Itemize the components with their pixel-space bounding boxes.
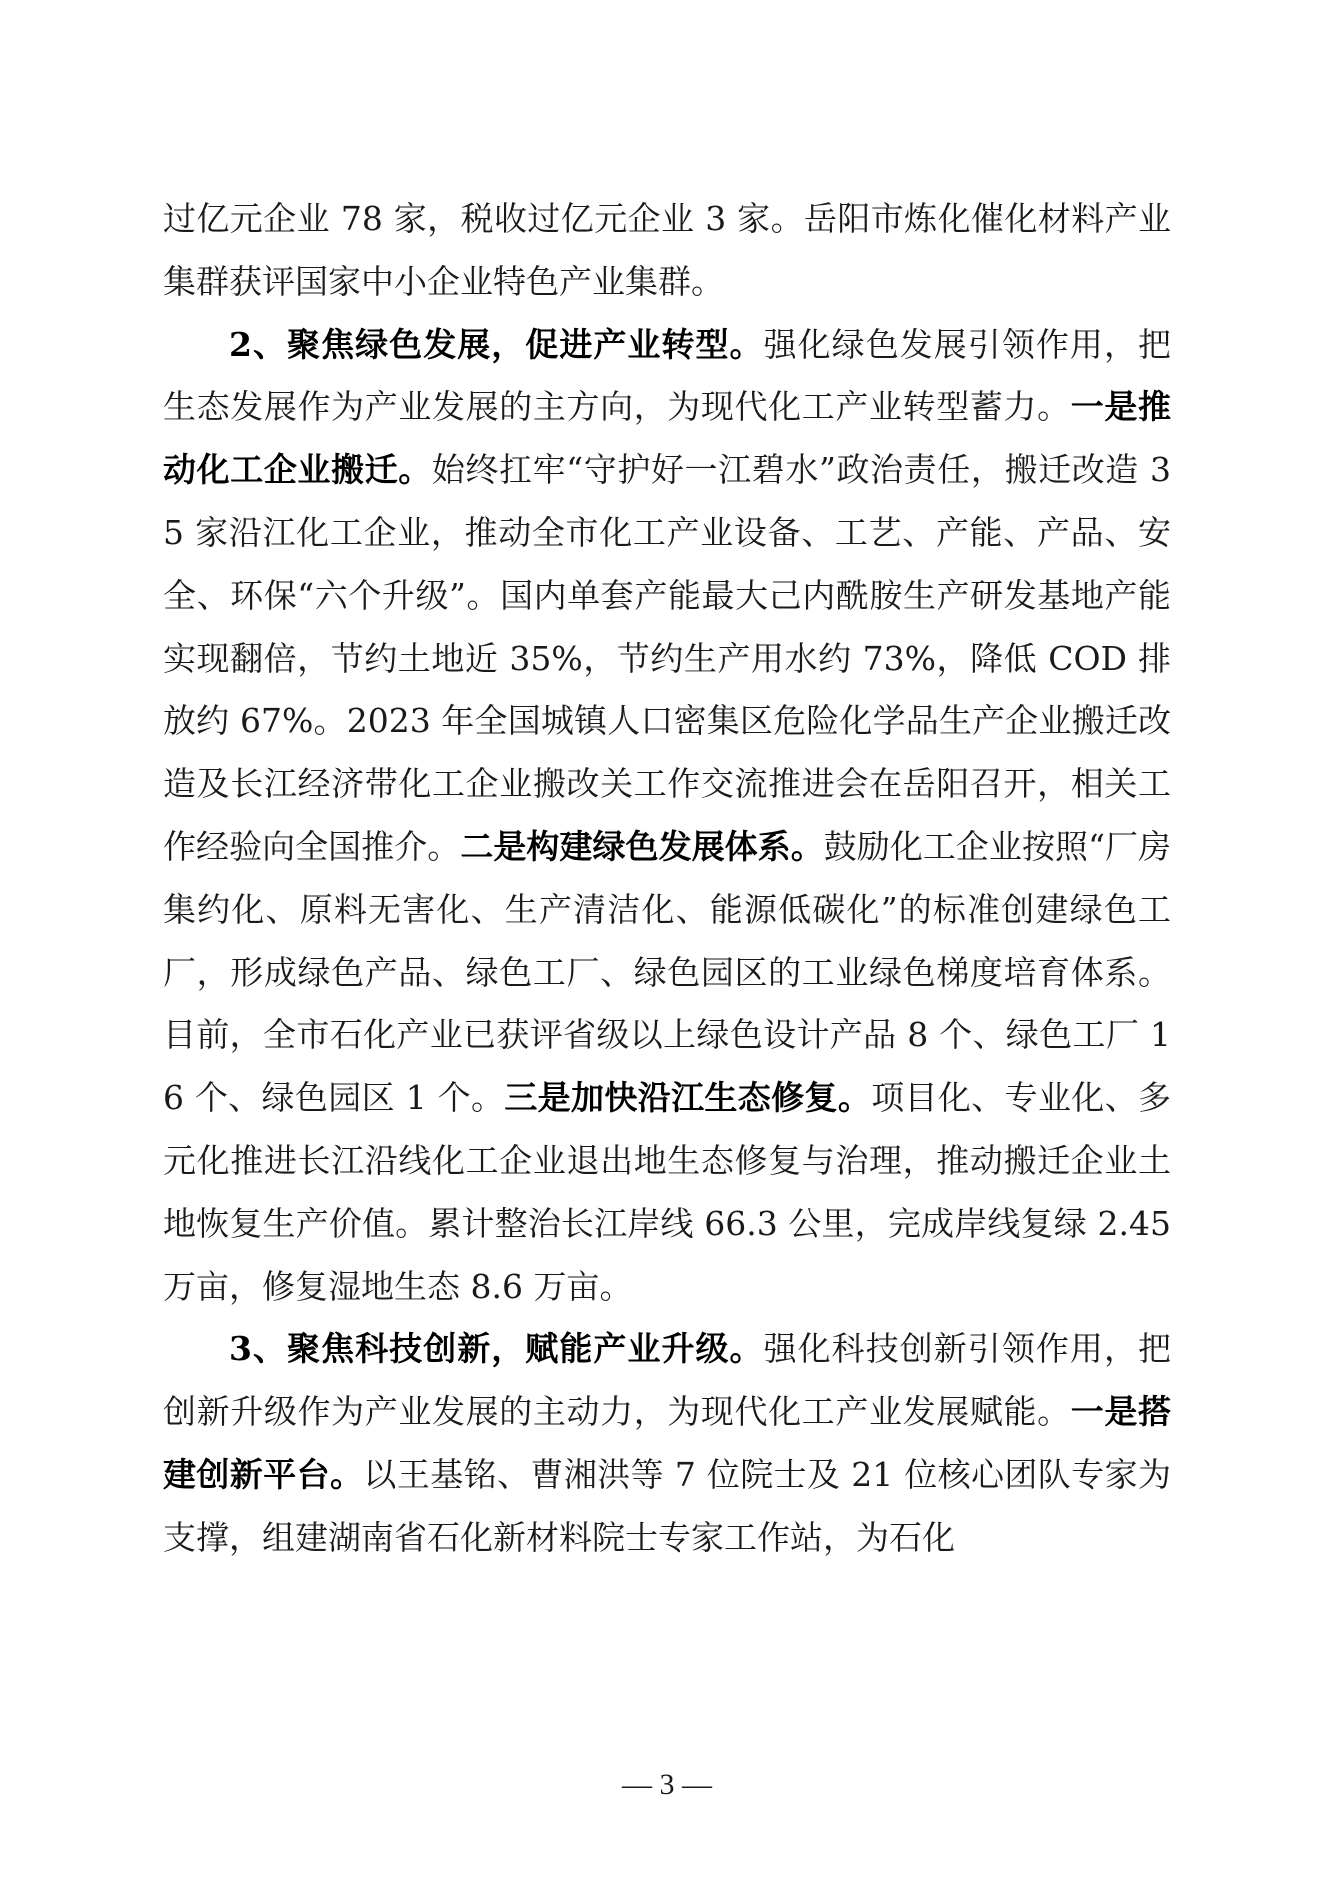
text-segment: 以王基铭、曹湘洪等 7 位院士及 21 位核心团队专家为支撑，组建湖南省石化新材料院士专家工作站，为石化 [163, 1454, 1172, 1557]
page-number: — 3 — [622, 1768, 712, 1801]
paragraph-tech-innovation [163, 1318, 1171, 1569]
text-segment: 强化绿色发展引领作用，把生态发展作为产业发展的主方向，为现代化工产业转型蓄力。 [163, 324, 1171, 427]
section-heading-tech-innovation: 3、聚焦科技创新，赋能产业升级。 [229, 1329, 764, 1369]
paragraph-intro-continuation [163, 188, 1171, 314]
document-body [163, 188, 1171, 1570]
subheading-ecological-restoration: 三是加快沿江生态修复。 [504, 1078, 872, 1118]
text-segment: 过亿元企业 78 家，税收过亿元企业 3 家。岳阳市炼化催化材料产业集群获评国家中小企业特色产业集群。 [163, 199, 1171, 301]
text-segment: 始终扛牢“守护好一江碧水”政治责任，搬迁改造 35 家沿江化工企业，推动全市化工产业设备、工艺、产能、产品、安全、环保“六个升级”。国内单套产能最大己内酰胺生产研发基地产能实现翻倍，节约土地近 35%，节约生产用水约 73%，降低 COD 排放约 67%。2023 年全国城镇人口密集区危险化学品生产企业搬迁改造及长江经济带化工企业搬改关工作交流推进会在岳阳召开，相关工作经验向全国推介。 [163, 450, 1171, 866]
text-segment: 强化科技创新引领作用，把创新升级作为产业发展的主动力，为现代化工产业发展赋能。 [163, 1329, 1171, 1432]
paragraph-green-development [163, 314, 1171, 1319]
text-segment: 项目化、专业化、多元化推进长江沿线化工企业退出地生态修复与治理，推动搬迁企业土地恢复生产价值。累计整治长江岸线 66.3 公里，完成岸线复绿 2.45 万亩，修复湿地生态 8.6 万亩。 [163, 1078, 1172, 1306]
subheading-relocation: 一是推动化工企业搬迁。 [163, 387, 1172, 490]
subheading-green-system: 二是构建绿色发展体系。 [460, 826, 824, 866]
section-heading-green-development: 2、聚焦绿色发展，促进产业转型。 [229, 324, 764, 364]
subheading-innovation-platform: 一是搭建创新平台。 [163, 1392, 1172, 1494]
text-segment: 鼓励化工企业按照“厂房集约化、原料无害化、生产清洁化、能源低碳化”的标准创建绿色工厂，形成绿色产品、绿色工厂、绿色园区的工业绿色梯度培育体系。目前，全市石化产业已获评省级以上绿色设计产品 8 个、绿色工厂 16 个、绿色园区 1 个。 [163, 826, 1172, 1118]
